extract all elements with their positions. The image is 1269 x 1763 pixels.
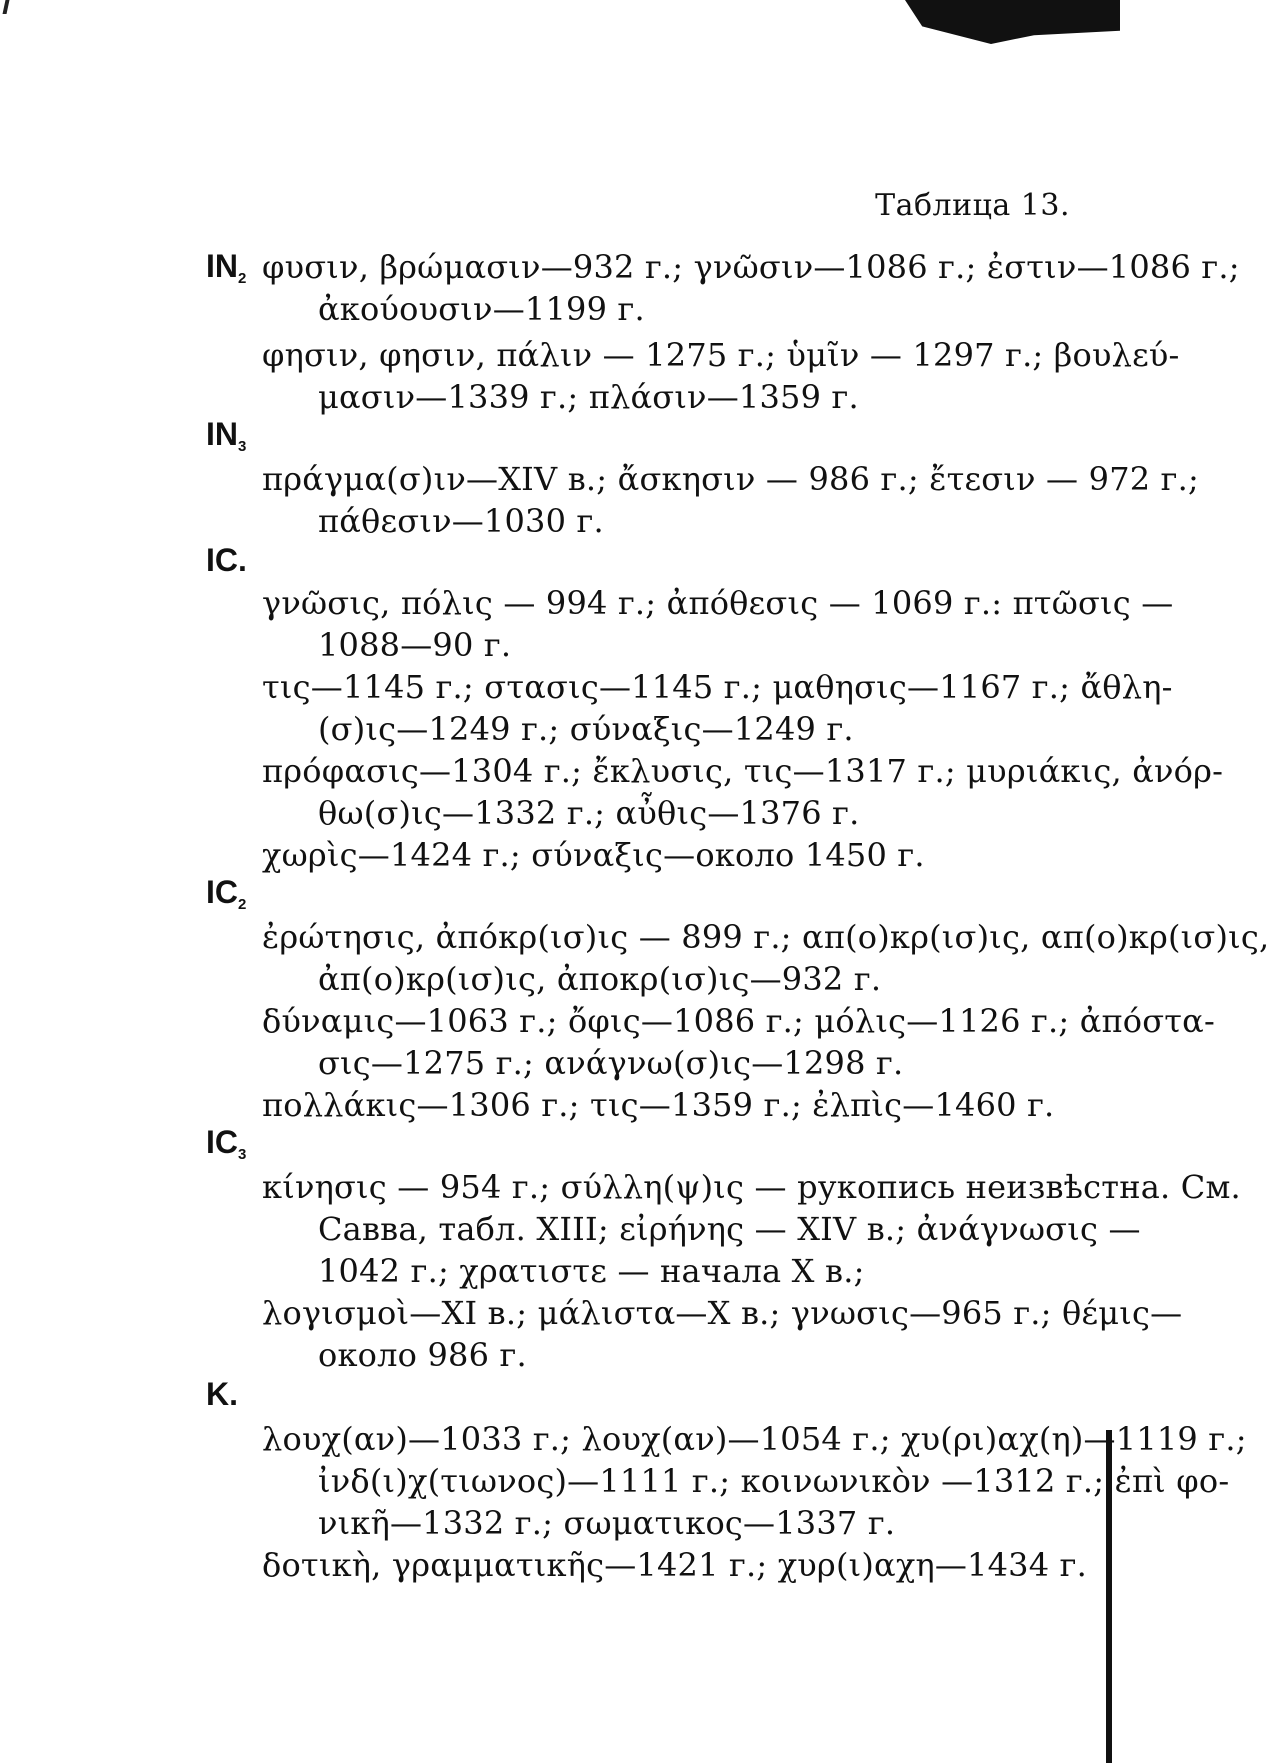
entry-line: πάθεσιν—1030 г. — [318, 502, 604, 540]
entry-line: γνῶσις, πόλις — 994 г.; ἀπόθεσις — 1069 г.: πτῶσις — — [262, 584, 1174, 622]
entry-line: δύναμις—1063 г.; ὄφις—1086 г.; μόλις—1126 г.; ἀπόστα- — [262, 1002, 1215, 1040]
section-label-in3: $IN_3$ — [206, 416, 247, 455]
entry-line: πρόφασις—1304 г.; ἔκλυσις, τις—1317 г.; μυριάκις, ἀνόρ- — [262, 752, 1224, 790]
entry-line: πράγμα(σ)ιν—XIV в.; ἄσκησιν — 986 г.; ἔτεσιν — 972 г.; — [262, 460, 1200, 498]
entry-line: κίνησις — 954 г.; σύλλη(ψ)ις — рукопись неизвѣстна. См. — [262, 1168, 1241, 1206]
entry-line: θω(σ)ις—1332 г.; αὖθις—1376 г. — [318, 794, 860, 832]
entry-line: τις—1145 г.; στασις—1145 г.; μαθησις—1167 г.; ἄθλη- — [262, 668, 1173, 706]
entry-line: σις—1275 г.; ανάγνω(σ)ις—1298 г. — [318, 1044, 904, 1082]
entry-line: χωρὶς—1424 г.; σύναξις—около 1450 г. — [262, 836, 925, 874]
entry-line: ἐρώτησις, ἀπόκρ(ισ)ις — 899 г.; απ(ο)κρ(ισ)ις, απ(ο)κρ(ισ)ις, — [262, 918, 1269, 956]
entry-line: Савва, табл. XIII; εἰρήνης — XIV в.; ἀνάγνωσις — — [318, 1210, 1141, 1248]
entry-line: φυσιν, βρώμασιν—932 г.; γνῶσιν—1086 г.; ἐστιν—1086 г.; — [262, 248, 1240, 286]
entry-line: δοτικὴ, γραμματικῆς—1421 г.; χυρ(ι)αχη—1434 г. — [262, 1546, 1087, 1584]
entry-line: 1042 г.; χρατιστε — начала X в.; — [318, 1252, 865, 1290]
entry-line: μασιν—1339 г.; πλάσιν—1359 г. — [318, 378, 859, 416]
entry-line: ἰνδ(ι)χ(τιωνος)—1111 г.; κοινωνικὸν —1312 г.; ἐπὶ φο- — [318, 1462, 1230, 1500]
entry-line: νικῆ—1332 г.; σωματικος—1337 г. — [318, 1504, 896, 1542]
section-label-ic3: $IC_3$ — [206, 1124, 247, 1163]
entry-line: λουχ(αν)—1033 г.; λουχ(αν)—1054 г.; χυ(ρι)αχ(η)—1119 г.; — [262, 1420, 1247, 1458]
entry-line: ἀπ(ο)κρ(ισ)ις, ἀποκρ(ισ)ις—932 г. — [318, 960, 882, 998]
entry-line: (σ)ις—1249 г.; σύναξις—1249 г. — [318, 710, 854, 748]
entry-line: λογισμοὶ—XI в.; μάλιστα—X в.; γνωσις—965 г.; θέμις— — [262, 1294, 1183, 1332]
entry-line: φησιν, φησιν, πάλιν — 1275 г.; ὑμῖν — 1297 г.; βουλεύ- — [262, 336, 1180, 374]
section-label-in2: $IN_2$ — [206, 248, 247, 287]
section-label-k: K. — [206, 1376, 238, 1412]
entry-line: 1088—90 г. — [318, 626, 512, 664]
page-header: Таблица 13. — [875, 188, 1070, 223]
section-label-ic2: $IC_2$ — [206, 874, 247, 913]
entry-line: ἀκούουσιν—1199 г. — [318, 290, 645, 328]
entry-line: около 986 г. — [318, 1336, 527, 1374]
entry-line: πολλάκις—1306 г.; τις—1359 г.; ἐλπὶς—1460 г. — [262, 1086, 1055, 1124]
section-label-ic: IC. — [206, 542, 247, 578]
